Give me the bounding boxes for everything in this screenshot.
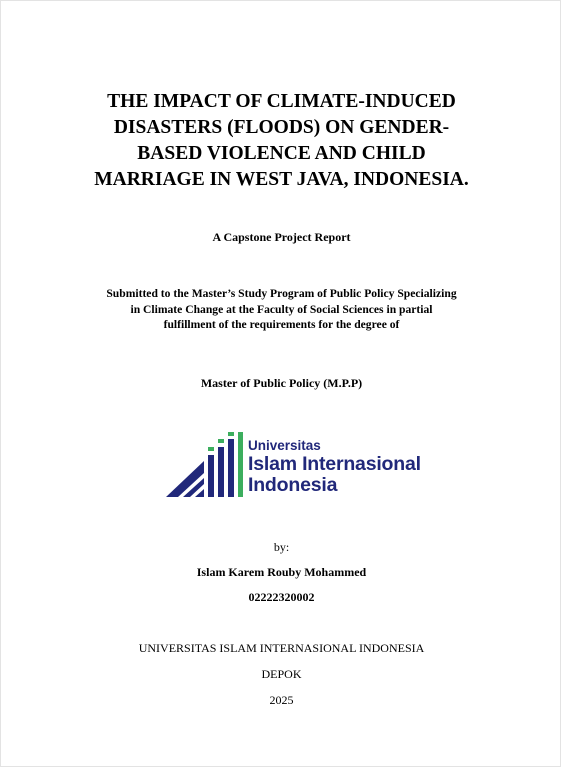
submission-line: Submitted to the Master’s Study Program of Public Policy Specializing <box>106 287 457 300</box>
title-line: THE IMPACT OF CLIMATE-INDUCED <box>107 91 456 112</box>
logo-line: Indonesia <box>248 474 338 496</box>
submission-line: in Climate Change at the Faculty of Social Sciences in partial <box>130 302 433 316</box>
student-id: 02222320002 <box>248 590 315 604</box>
submission-line: fulfillment of the requirements for the degree of <box>163 318 400 331</box>
title-line: BASED VIOLENCE AND CHILD <box>137 143 426 164</box>
university-logo-text <box>248 438 421 496</box>
by-label: by: <box>273 540 290 554</box>
logo-line: Islam Internasional <box>248 453 421 475</box>
report-type: A Capstone Project Report <box>212 230 351 244</box>
title-line: DISASTERS (FLOODS) ON GENDER- <box>113 117 450 138</box>
title-line: MARRIAGE IN WEST JAVA, INDONESIA. <box>94 169 469 190</box>
submission-statement <box>1 286 561 333</box>
city: DEPOK <box>261 667 302 681</box>
year: 2025 <box>269 693 294 707</box>
author-name: Islam Karem Rouby Mohammed <box>196 565 367 579</box>
logo-line: Universitas <box>248 438 321 453</box>
report-title <box>1 89 561 193</box>
degree-name: Master of Public Policy (M.P.P) <box>200 376 363 390</box>
institution-name: UNIVERSITAS ISLAM INTERNASIONAL INDONESIA <box>138 641 425 655</box>
